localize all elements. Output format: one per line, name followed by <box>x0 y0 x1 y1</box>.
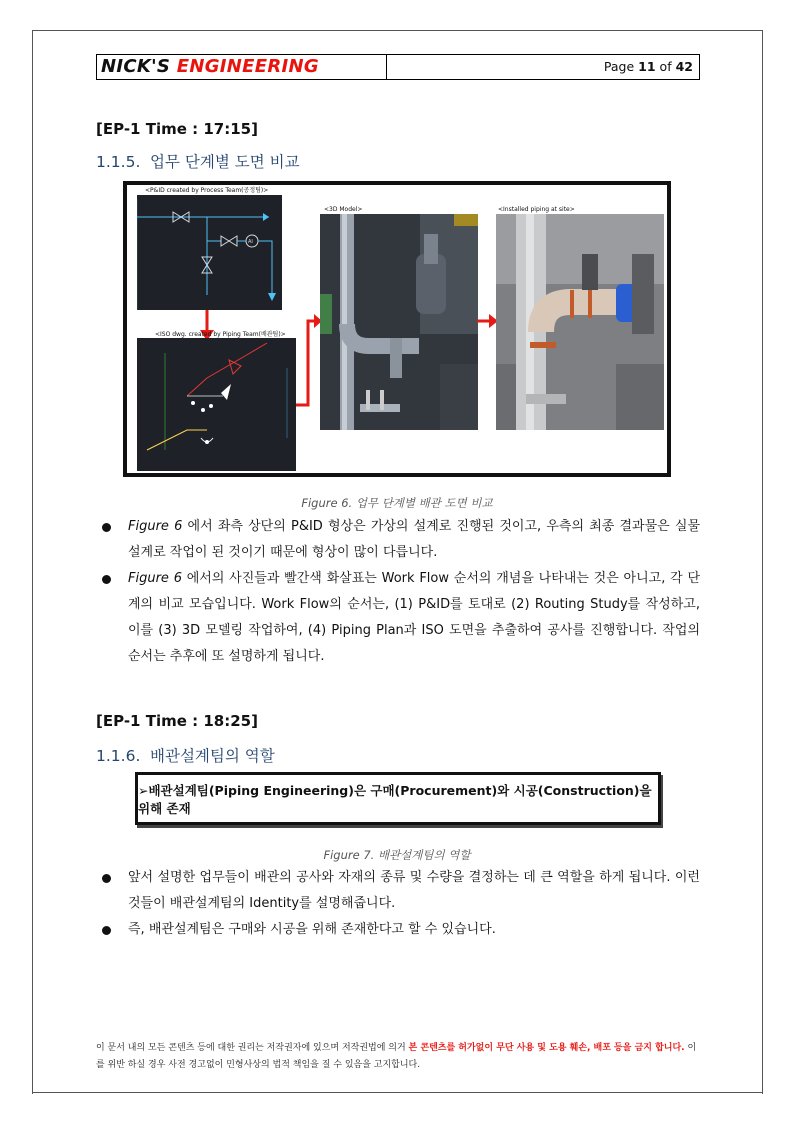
section2-bullet-list <box>96 865 700 943</box>
figure-role-box <box>135 772 661 825</box>
installed-piping-svg <box>496 214 664 430</box>
brand-name-part2: ENGINEERING <box>170 56 319 77</box>
bullet-text: 즉, 배관설계팀은 구매와 시공을 위해 존재한다고 할 수 있습니다. <box>128 922 496 937</box>
section-time-label: [EP-1 Time : 18:25] <box>96 712 258 730</box>
page-label: Page <box>603 59 635 74</box>
section-title: 배관설계팀의 역할 <box>150 747 275 765</box>
installed-label: <Installed piping at site> <box>498 206 575 213</box>
pid-label: <P&ID created by Process Team(공정팀)> <box>145 187 269 194</box>
footer-warning: 본 콘텐츠를 허가없이 무단 사용 및 도용 훼손, 배포 등을 금지 합니다. <box>408 1043 685 1053</box>
bullet-dot-icon <box>102 926 111 935</box>
bullet-item <box>96 865 700 917</box>
bullet-text: 에서의 사진들과 빨간색 화살표는 Work Flow 순서의 개념을 나타내는 것은 아니고, 각 단계의 비교 모습입니다. Work Flow의 순서는, (1) P&ID를 토대로 (2) Routing Study를 작성하고, 이를 (3) 3D 모델링 작업하여, (4) Piping Plan과 ISO 도면을 추출하여 공사를 진행합니다. 작업의 순서는 추후에 또 설명하게 됩니다. <box>128 571 700 664</box>
document-header <box>96 54 700 80</box>
brand-name-part1: NICK'S <box>101 56 171 77</box>
page-indicator <box>387 55 699 79</box>
figure-reference: Figure 6 <box>128 519 183 534</box>
footer-text-2: 이를 위반 하실 경우 사전 경고없이 민형사상의 법적 책임을 질 수 있음을 고지합니다. <box>96 1043 697 1070</box>
page-total: 42 <box>675 59 693 74</box>
bullet-dot-icon <box>102 523 111 532</box>
bullet-item <box>96 917 700 943</box>
bullet-item <box>96 514 700 566</box>
bullet-dot-icon <box>102 874 111 883</box>
copyright-footer <box>96 1040 700 1074</box>
figure-workflow-comparison <box>123 181 671 477</box>
role-statement: ➢배관설계팀(Piping Engineering)은 구매(Procurement)와 시공(Construction)을 위해 존재 <box>138 782 652 816</box>
bullet-item <box>96 566 700 670</box>
3d-model-image <box>320 214 478 430</box>
pid-drawing <box>137 195 282 310</box>
brand-logo <box>97 55 387 79</box>
iso-drawing-svg <box>137 338 296 471</box>
installed-piping-photo <box>496 214 664 430</box>
figure-7-caption: Figure 7. 배관설계팀의 역할 <box>323 848 471 862</box>
bullet-dot-icon <box>102 575 111 584</box>
bullet-text: 앞서 설명한 업무들이 배관의 공사와 자재의 종류 및 수량을 결정하는 데 큰 역할을 하게 됩니다. 이런 것들이 배관설계팀의 Identity를 설명해줍니다. <box>128 870 700 911</box>
model-label: <3D Model> <box>324 206 363 213</box>
instrument-tag: AI <box>248 239 253 245</box>
iso-label: <ISO dwg. created by Piping Team(배관팀)> <box>155 331 286 338</box>
iso-drawing <box>137 338 296 471</box>
page-bottom-rule <box>32 1092 762 1093</box>
section-heading <box>96 744 275 766</box>
section-heading <box>96 150 300 172</box>
section-number: 1.1.5. <box>96 153 141 171</box>
page-current: 11 <box>638 59 656 74</box>
figure-6-caption: Figure 6. 업무 단계별 배관 도면 비교 <box>301 496 493 510</box>
section1-bullet-list <box>96 514 700 670</box>
pid-drawing-svg <box>137 195 282 310</box>
section-number: 1.1.6. <box>96 747 141 765</box>
section-title: 업무 단계별 도면 비교 <box>150 153 300 171</box>
footer-text-1: 이 문서 내의 모든 콘텐츠 등에 대한 권리는 저작권자에 있으며 저작권법에 의거 <box>96 1043 409 1053</box>
page-of: of <box>659 59 672 74</box>
figure-reference: Figure 6 <box>128 571 182 586</box>
section-time-label: [EP-1 Time : 17:15] <box>96 120 258 138</box>
bullet-text: 에서 좌측 상단의 P&ID 형상은 가상의 설계로 진행된 것이고, 우측의 최종 결과물은 실물 설계로 작업이 된 것이기 때문에 형상이 많이 다릅니다. <box>128 519 700 560</box>
3d-model-svg <box>320 214 478 430</box>
red-arrow-iso-to-model <box>296 313 322 409</box>
